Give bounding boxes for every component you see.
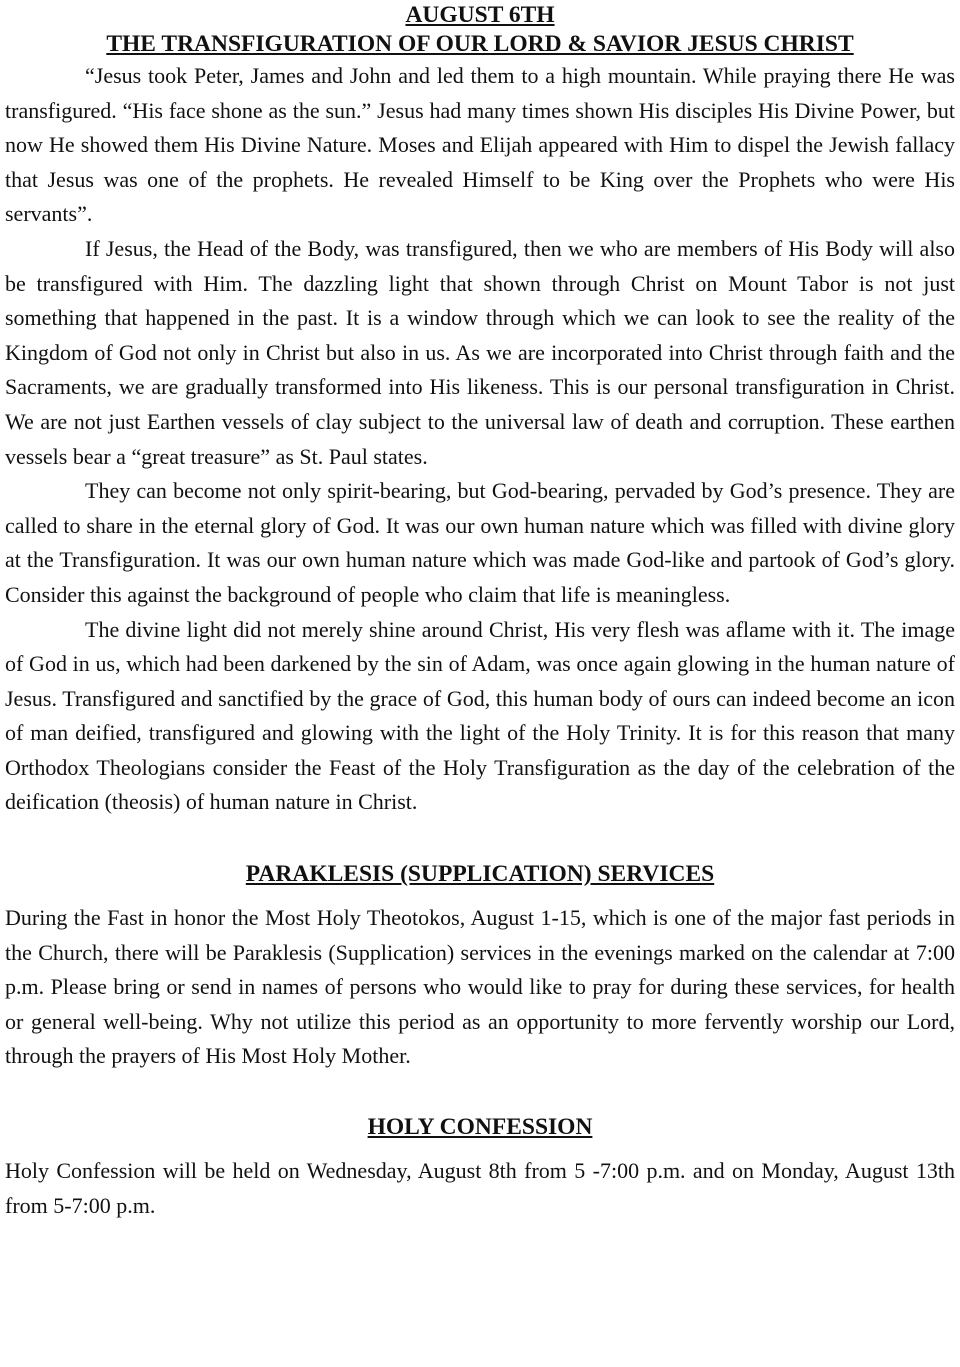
- confession-paragraph: Holy Confession will be held on Wednesday, August 8th from 5 -7:00 p.m. and on Monday, August 13th from 5-7:00 p.m.: [5, 1158, 955, 1218]
- bulletin-page: [0, 1, 960, 1367]
- transfiguration-paragraph-1: “Jesus took Peter, James and John and led them to a high mountain. While praying there He was transfigured. “His face shone as the sun.” Jesus had many times shown His disciples His Divine Power, but now He showed them His Divine Nature. Moses and Elijah appeared with Him to dispel the Jewish fallacy that Jesus was one of the prophets. He revealed Himself to be King over the Prophets who were His servants”.: [5, 63, 955, 227]
- confession-section: [5, 1110, 955, 1223]
- transfiguration-section: [5, 59, 955, 820]
- transfiguration-paragraph-2: If Jesus, the Head of the Body, was transfigured, then we who are members of His Body will also be transfigured with Him. The dazzling light that shown through Christ on Mount Tabor is not just something that happened in the past. It is a window through which we can look to see the reality of the Kingdom of God not only in Christ but also in us. As we are incorporated into Christ through faith and the Sacraments, we are gradually transformed into His likeness. This is our personal transfiguration in Christ. We are not just Earthen vessels of clay subject to the universal law of death and corruption. These earthen vessels bear a “great treasure” as St. Paul states.: [5, 235, 955, 469]
- paraklesis-section: [5, 857, 955, 1074]
- feast-title: THE TRANSFIGURATION OF OUR LORD & SAVIOR JESUS CHRIST: [106, 31, 854, 57]
- transfiguration-paragraph-3: They can become not only spirit-bearing, but God-bearing, pervaded by God’s presence. They are called to share in the eternal glory of God. It was our own human nature which was filled with divine glory at the Transfiguration. It was our own human nature which was made God-like and partook of God’s glory. Consider this against the background of people who claim that life is meaningless.: [5, 478, 955, 607]
- paraklesis-heading: PARAKLESIS (SUPPLICATION) SERVICES: [245, 861, 715, 888]
- transfiguration-paragraph-4: The divine light did not merely shine around Christ, His very flesh was aflame with it. The image of God in us, which had been darkened by the sin of Adam, was once again glowing in the human nature of Jesus. Transfigured and sanctified by the grace of God, this human body of ours can indeed become an icon of man deified, transfigured and glowing with the light of the Holy Trinity. It is for this reason that many Orthodox Theologians consider the Feast of the Holy Transfiguration as the day of the celebration of the deification (theosis) of human nature in Christ.: [5, 616, 955, 815]
- paraklesis-paragraph: During the Fast in honor the Most Holy Theotokos, August 1-15, which is one of the major fast periods in the Church, there will be Paraklesis (Supplication) services in the evenings marked on the calendar at 7:00 p.m. Please bring or send in names of persons who would like to pray for during these services, for health or general well-being. Why not utilize this period as an opportunity to more fervently worship our Lord, through the prayers of His Most Holy Mother.: [5, 905, 955, 1069]
- date-heading: AUGUST 6TH: [405, 2, 555, 28]
- confession-heading: HOLY CONFESSION: [367, 1114, 593, 1141]
